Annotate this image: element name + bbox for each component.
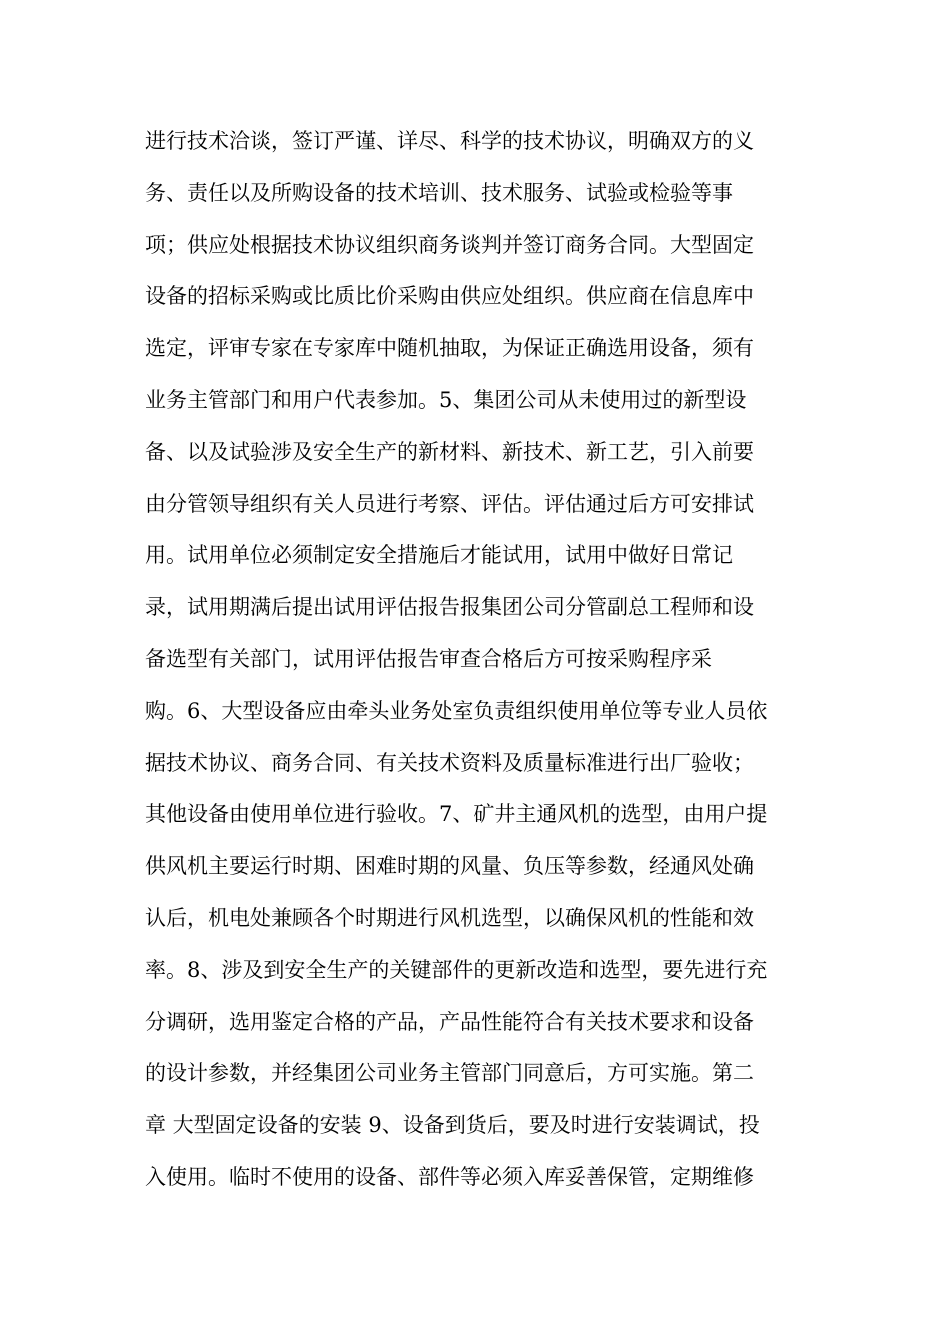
text-line: 率。8、涉及到安全生产的关键部件的更新改造和选型，要先进行充 xyxy=(145,957,768,982)
text-line: 备、以及试验涉及安全生产的新材料、新技术、新工艺，引入前要 xyxy=(145,439,754,464)
text-line: 其他设备由使用单位进行验收。7、矿井主通风机的选型，由用户提 xyxy=(145,802,768,827)
text-line: 由分管领导组织有关人员进行考察、评估。评估通过后方可安排试 xyxy=(145,491,754,516)
text-line: 入使用。临时不使用的设备、部件等必须入库妥善保管，定期维修 xyxy=(145,1164,754,1189)
text-line: 的设计参数，并经集团公司业务主管部门同意后，方可实施。第二 xyxy=(145,1061,754,1086)
text-line: 备选型有关部门，试用评估报告审查合格后方可按采购程序采 xyxy=(145,646,712,671)
text-line: 设备的招标采购或比质比价采购由供应处组织。供应商在信息库中 xyxy=(145,284,754,309)
text-line: 章 大型固定设备的安装 9、设备到货后，要及时进行安装调试，投 xyxy=(145,1113,760,1138)
text-line: 项；供应处根据技术协议组织商务谈判并签订商务合同。大型固定 xyxy=(145,232,754,257)
text-line: 务、责任以及所购设备的技术培训、技术服务、试验或检验等事 xyxy=(145,180,733,205)
body-text xyxy=(145,116,825,1204)
text-line: 业务主管部门和用户代表参加。5、集团公司从未使用过的新型设 xyxy=(145,387,747,412)
text-line: 购。6、大型设备应由牵头业务处室负责组织使用单位等专业人员依 xyxy=(145,698,768,723)
text-line: 供风机主要运行时期、困难时期的风量、负压等参数，经通风处确 xyxy=(145,854,754,879)
text-line: 据技术协议、商务合同、有关技术资料及质量标准进行出厂验收； xyxy=(145,750,754,775)
text-line: 进行技术洽谈，签订严谨、详尽、科学的技术协议，明确双方的义 xyxy=(145,129,754,153)
text-line: 分调研，选用鉴定合格的产品，产品性能符合有关技术要求和设备 xyxy=(145,1009,754,1034)
text-line: 认后，机电处兼顾各个时期进行风机选型，以确保风机的性能和效 xyxy=(145,905,754,930)
text-line: 选定，评审专家在专家库中随机抽取，为保证正确选用设备，须有 xyxy=(145,336,754,361)
text-line: 用。试用单位必须制定安全措施后才能试用，试用中做好日常记 xyxy=(145,543,733,568)
text-line: 录，试用期满后提出试用评估报告报集团公司分管副总工程师和设 xyxy=(145,595,754,620)
